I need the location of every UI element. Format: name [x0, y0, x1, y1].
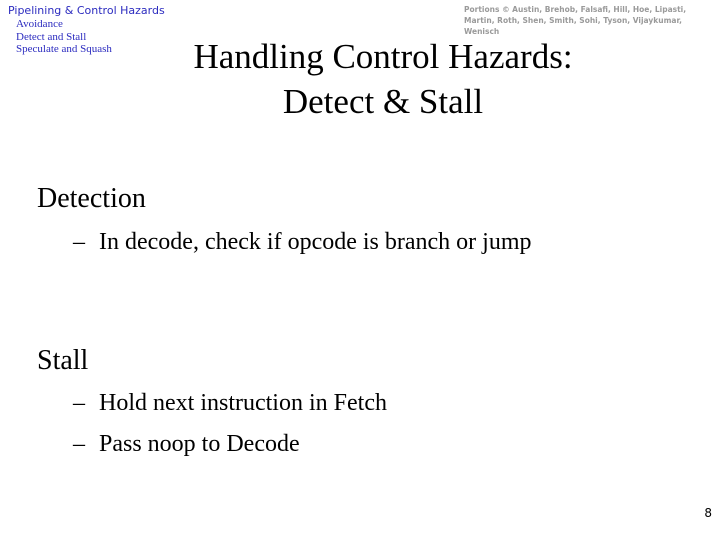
- nav-item-detect-and-stall[interactable]: Detect and Stall: [16, 30, 87, 43]
- bullet-stall-2: [73, 431, 300, 458]
- bullet-detection-1: [73, 229, 532, 256]
- nav-title[interactable]: Pipelining & Control Hazards: [8, 4, 165, 17]
- nav-items: [16, 18, 165, 56]
- section-heading-detection: Detection: [37, 183, 146, 214]
- slide-title-line-1: Handling Control Hazards:: [193, 37, 573, 76]
- bullet-dash: –: [73, 229, 85, 255]
- bullet-stall-1: [73, 390, 387, 417]
- section-nav: [8, 4, 165, 56]
- bullet-dash: –: [73, 431, 85, 457]
- section-heading-stall: Stall: [37, 345, 89, 376]
- slide-title-line-2: Detect & Stall: [282, 82, 484, 121]
- nav-item-avoidance[interactable]: Avoidance: [16, 18, 63, 30]
- page-number: 8: [704, 506, 712, 520]
- bullet-text: Hold next instruction in Fetch: [99, 390, 387, 416]
- slide-title: [150, 34, 616, 124]
- bullet-text: In decode, check if opcode is branch or jump: [99, 229, 532, 255]
- credits-text: Portions © Austin, Brehob, Falsafi, Hill, Hoe, Lipasti, Martin, Roth, Shen, Smith, Sohi, Tyson, Vijaykumar, Wenisch: [464, 5, 687, 36]
- bullet-text: Pass noop to Decode: [99, 431, 300, 457]
- nav-item-speculate-and-squash[interactable]: Speculate and Squash: [16, 43, 112, 55]
- bullet-dash: –: [73, 390, 85, 416]
